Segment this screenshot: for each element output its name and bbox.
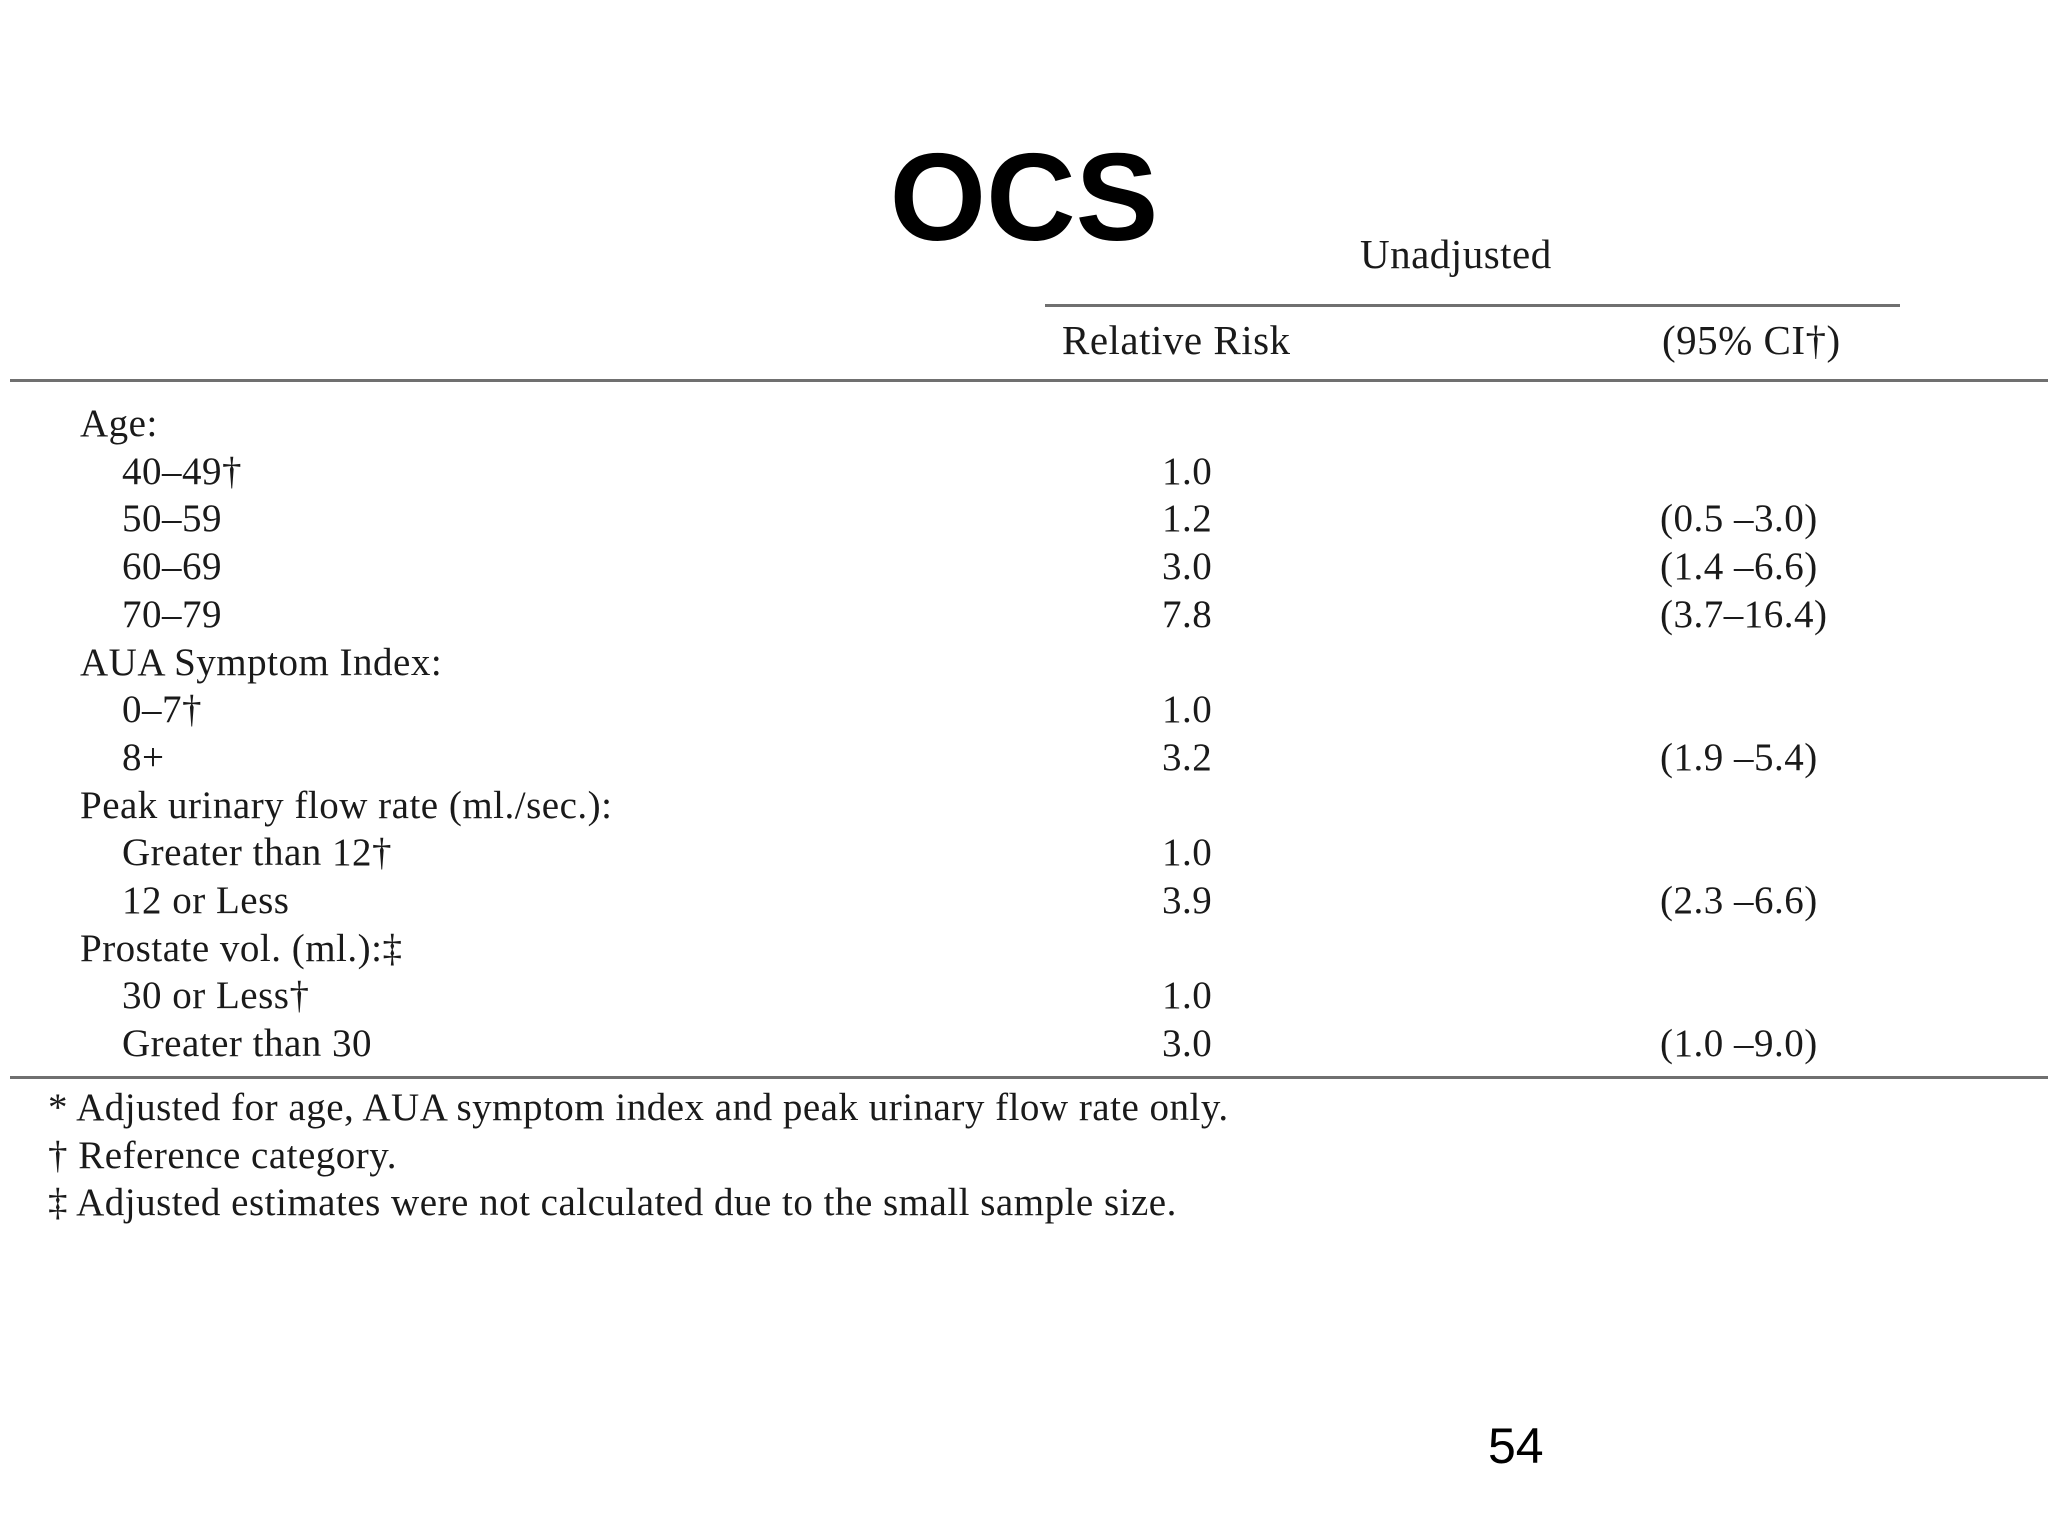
row-label: 70–79 [122,592,222,636]
page-number: 54 [1488,1418,1544,1474]
row-label: 8+ [122,735,165,779]
table-group-row [0,639,2048,687]
relative-risk-cell: 1.0 [1162,688,1213,732]
table-row [0,1020,2048,1068]
footnote: ‡ Adjusted estimates were not calculated due to the small sample size. [48,1181,1177,1224]
table-row [0,877,2048,925]
slide-title: OCS [889,129,1159,267]
table-row [0,734,2048,782]
relative-risk-cell: 7.8 [1162,592,1213,636]
confidence-interval-cell: (3.7–16.4) [1660,592,1828,636]
group-header-rule [1045,304,1900,307]
footnote: † Reference category. [48,1133,398,1177]
table-top-rule [10,379,2048,382]
table-row [0,495,2048,543]
row-label: 50–59 [122,497,222,541]
table-bottom-rule [10,1076,2048,1079]
row-label: Greater than 30 [122,1022,373,1066]
relative-risk-cell: 3.2 [1162,735,1213,779]
relative-risk-cell: 1.0 [1162,974,1213,1018]
row-label: Peak urinary flow rate (ml./sec.): [80,783,613,827]
row-label: AUA Symptom Index: [80,640,443,684]
table-group-row [0,925,2048,973]
row-label: Age: [80,402,158,445]
relative-risk-cell: 3.0 [1162,545,1213,589]
table-row [0,829,2048,877]
group-header-unadjusted: Unadjusted [1360,231,1552,277]
row-label: Prostate vol. (ml.):‡ [80,926,403,970]
row-label: 30 or Less† [122,974,310,1018]
table-row [0,972,2048,1020]
table-row [0,591,2048,639]
confidence-interval-cell: (2.3 –6.6) [1660,879,1818,922]
relative-risk-cell: 3.9 [1162,879,1213,922]
column-header-relative-risk: Relative Risk [1062,317,1291,363]
relative-risk-cell: 3.0 [1162,1022,1213,1066]
row-label: 60–69 [122,545,222,589]
confidence-interval-cell: (1.4 –6.6) [1660,545,1818,589]
confidence-interval-cell: (0.5 –3.0) [1660,497,1818,541]
row-label: Greater than 12† [122,831,393,875]
confidence-interval-cell: (1.0 –9.0) [1660,1022,1818,1066]
relative-risk-cell: 1.0 [1162,449,1213,493]
table-group-row [0,400,2048,448]
table-row [0,686,2048,734]
relative-risk-cell: 1.2 [1162,497,1213,541]
table-row [0,448,2048,496]
confidence-interval-cell: (1.9 –5.4) [1660,735,1818,779]
table-group-row [0,782,2048,830]
footnote: * Adjusted for age, AUA symptom index and peak urinary flow rate only. [48,1086,1229,1129]
relative-risk-cell: 1.0 [1162,831,1213,875]
column-header-ci: (95% CI†) [1662,317,1841,363]
table-row [0,543,2048,591]
row-label: 12 or Less [122,879,290,922]
row-label: 0–7† [122,688,202,732]
row-label: 40–49† [122,449,242,493]
